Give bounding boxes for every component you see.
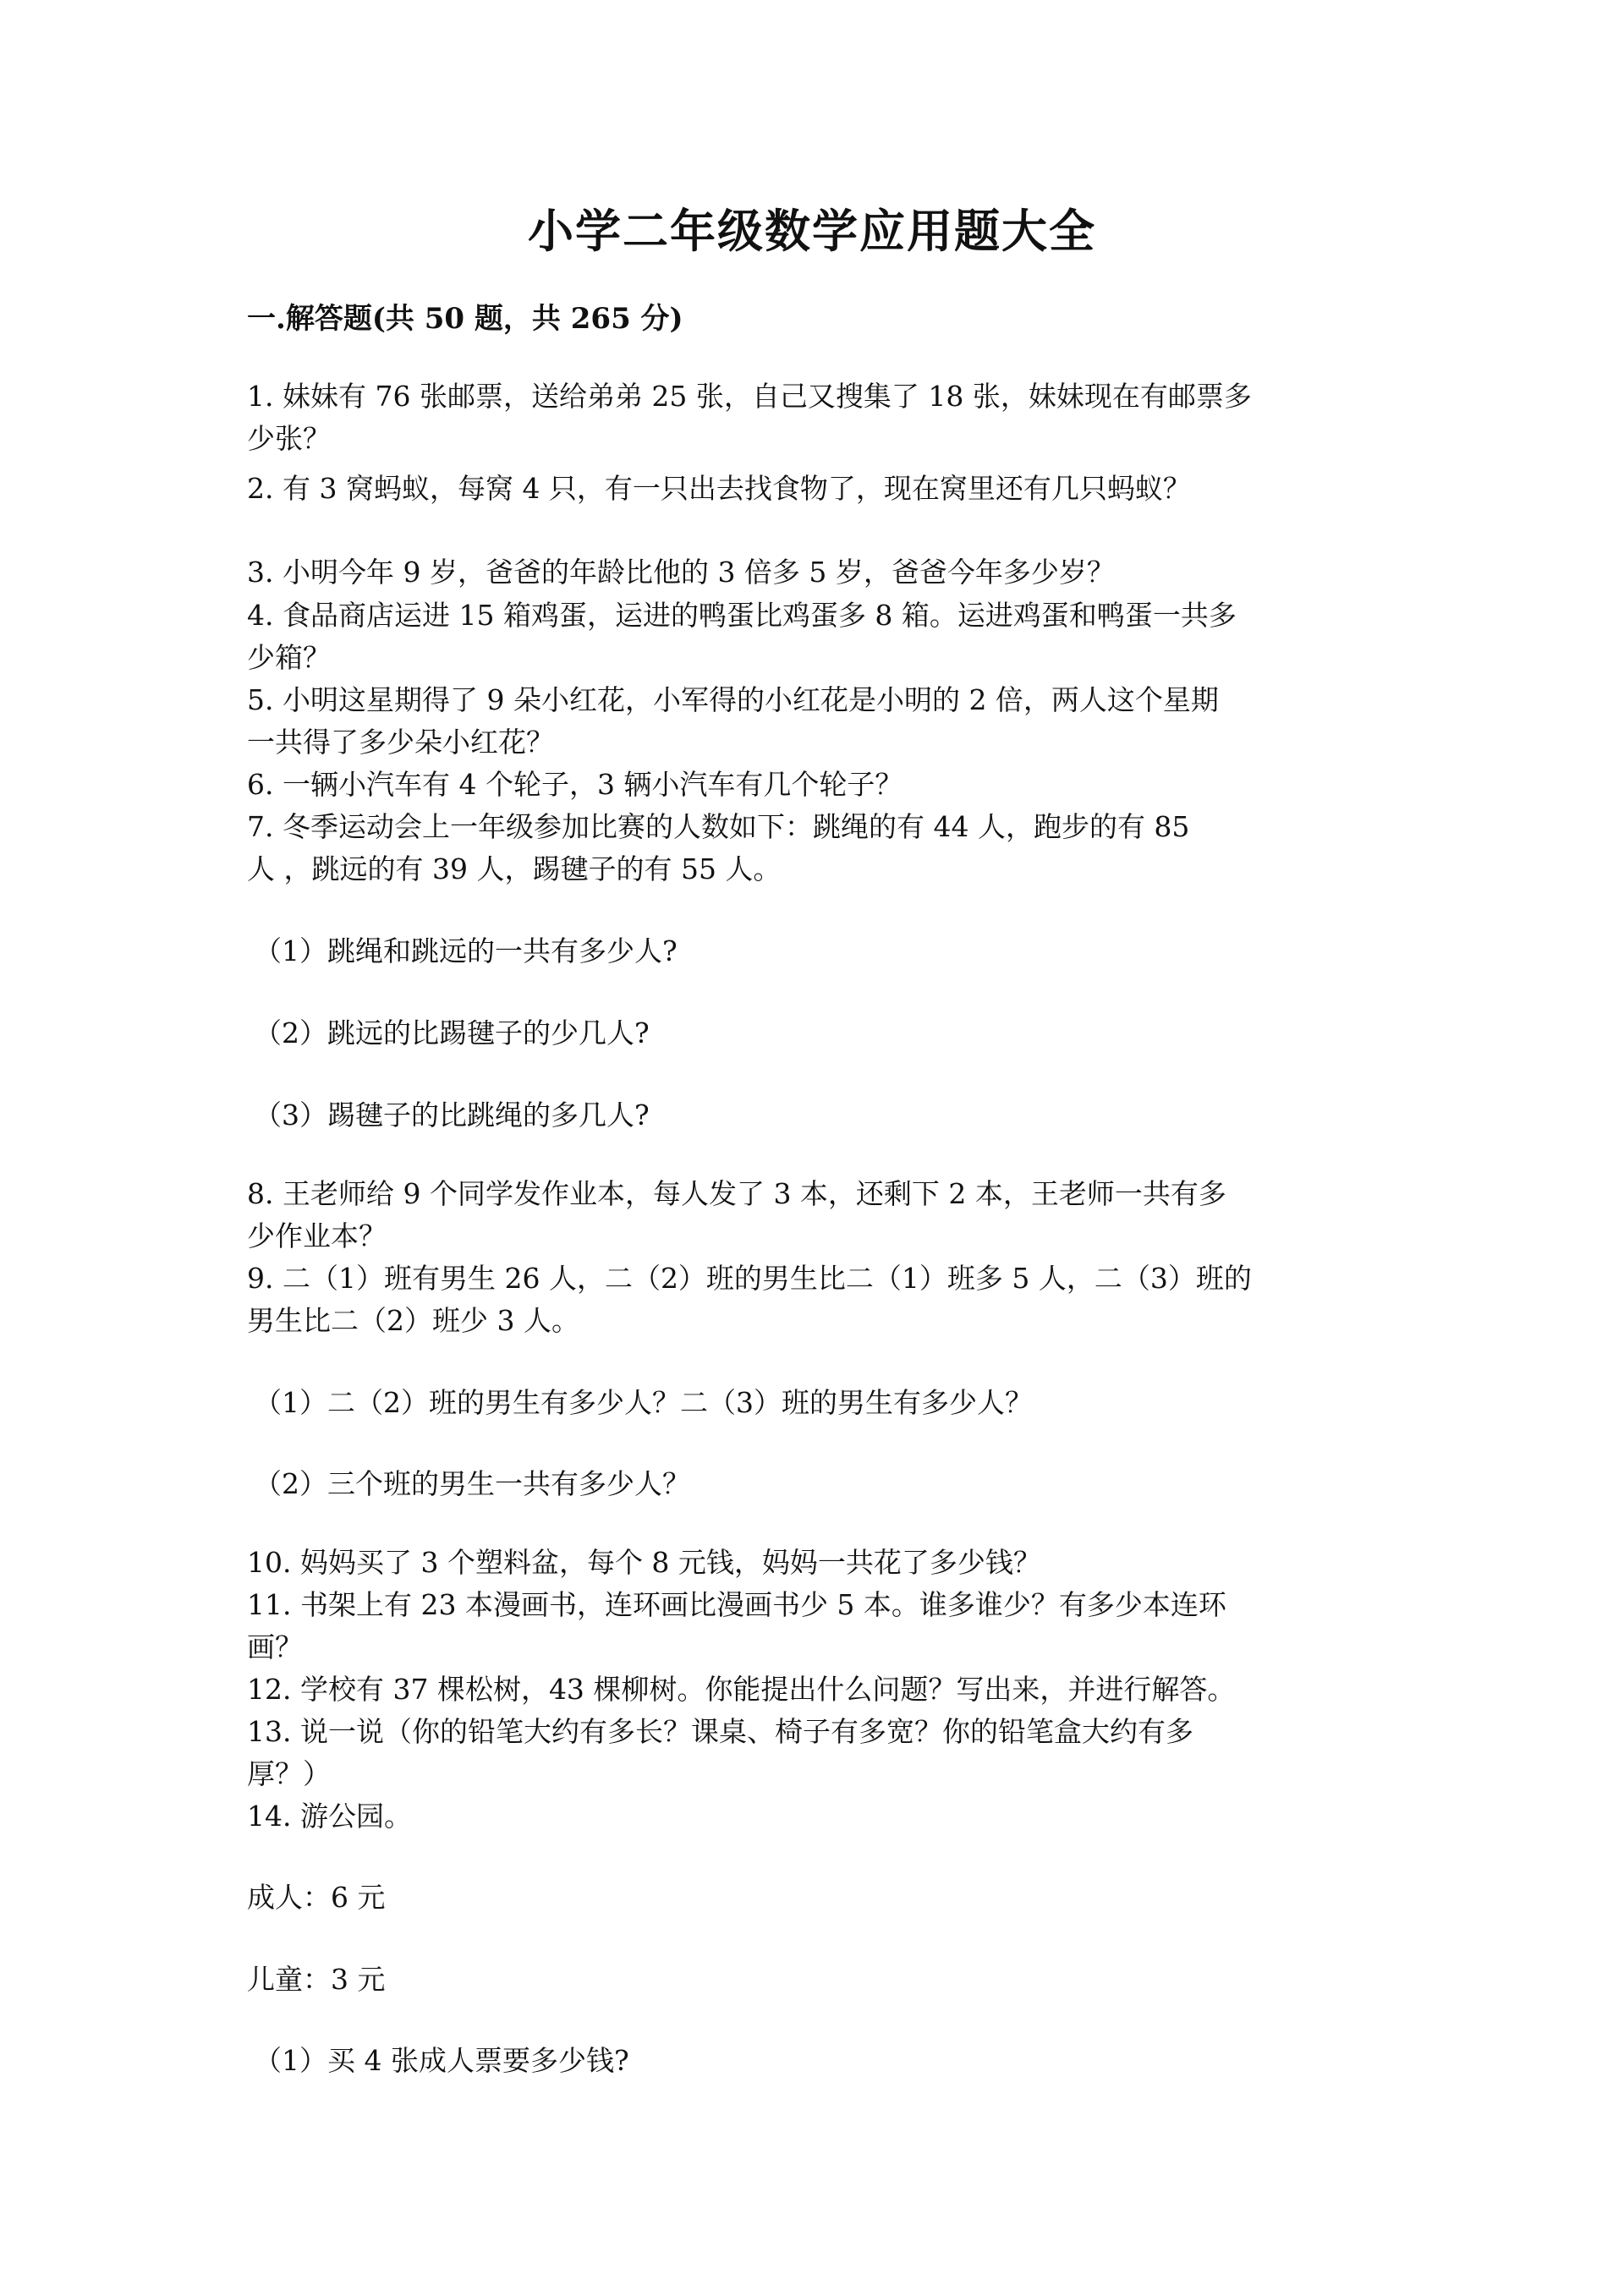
section-heading: 一.解答题(共 50 题，共 265 分)	[247, 302, 683, 336]
question-14-sub-1: （1）买 4 张成人票要多少钱?	[254, 2044, 629, 2077]
question-7-sub-3: （3）踢毽子的比跳绳的多几人?	[254, 1099, 650, 1132]
adult-price: 成人：6 元	[247, 1881, 386, 1914]
question-11-line-2: 画？	[247, 1630, 303, 1663]
question-10: 10. 妈妈买了 3 个塑料盆，每个 8 元钱，妈妈一共花了多少钱？	[247, 1546, 1041, 1579]
question-9-sub-2: （2）三个班的男生一共有多少人？	[254, 1467, 690, 1500]
question-12: 12. 学校有 37 棵松树，43 棵柳树。你能提出什么问题？写出来，并进行解答。	[247, 1673, 1236, 1706]
question-7-line-2: 人 ，跳远的有 39 人，踢毽子的有 55 人。	[247, 852, 782, 885]
question-2: 2. 有 3 窝蚂蚁，每窝 4 只，有一只出去找食物了，现在窝里还有几只蚂蚁？	[247, 472, 1191, 505]
question-9-line-2: 男生比二（2）班少 3 人。	[247, 1304, 579, 1337]
question-8-line-2: 少作业本？	[247, 1219, 387, 1252]
question-13-line-1: 13. 说一说（你的铅笔大约有多长？课桌、椅子有多宽？你的铅笔盒大约有多	[247, 1715, 1193, 1748]
question-1-line-1: 1. 妹妹有 76 张邮票，送给弟弟 25 张，自己又搜集了 18 张，妹妹现在有邮票多	[247, 380, 1252, 413]
question-5-line-2: 一共得了多少朵小红花？	[247, 726, 554, 759]
question-6: 6. 一辆小汽车有 4 个轮子，3 辆小汽车有几个轮子？	[247, 768, 903, 801]
question-11-line-1: 11. 书架上有 23 本漫画书，连环画比漫画书少 5 本。谁多谁少？有多少本连环	[247, 1588, 1226, 1621]
question-4-line-2: 少箱？	[247, 641, 331, 674]
question-9-sub-1: （1）二（2）班的男生有多少人？二（3）班的男生有多少人？	[254, 1386, 1033, 1419]
question-14: 14. 游公园。	[247, 1800, 412, 1833]
question-7-sub-1: （1）跳绳和跳远的一共有多少人?	[254, 934, 678, 967]
child-price: 儿童：3 元	[247, 1963, 386, 1996]
question-8-line-1: 8. 王老师给 9 个同学发作业本，每人发了 3 本，还剩下 2 本，王老师一共有多	[247, 1177, 1226, 1210]
question-7-line-1: 7. 冬季运动会上一年级参加比赛的人数如下：跳绳的有 44 人，跑步的有 85	[247, 810, 1190, 843]
question-7-sub-2: （2）跳远的比踢毽子的少几人?	[254, 1016, 650, 1049]
question-1-line-2: 少张？	[247, 422, 331, 455]
question-3: 3. 小明今年 9 岁，爸爸的年龄比他的 3 倍多 5 岁，爸爸今年多少岁？	[247, 556, 1115, 589]
question-9-line-1: 9. 二（1）班有男生 26 人，二（2）班的男生比二（1）班多 5 人，二（3）班的	[247, 1262, 1252, 1295]
question-5-line-1: 5. 小明这星期得了 9 朵小红花，小军得的小红花是小明的 2 倍，两人这个星期	[247, 683, 1219, 716]
question-13-line-2: 厚？）	[247, 1757, 331, 1790]
document-title: 小学二年级数学应用题大全	[528, 204, 1096, 258]
question-4-line-1: 4. 食品商店运进 15 箱鸡蛋，运进的鸭蛋比鸡蛋多 8 箱。运进鸡蛋和鸭蛋一共多	[247, 599, 1237, 632]
